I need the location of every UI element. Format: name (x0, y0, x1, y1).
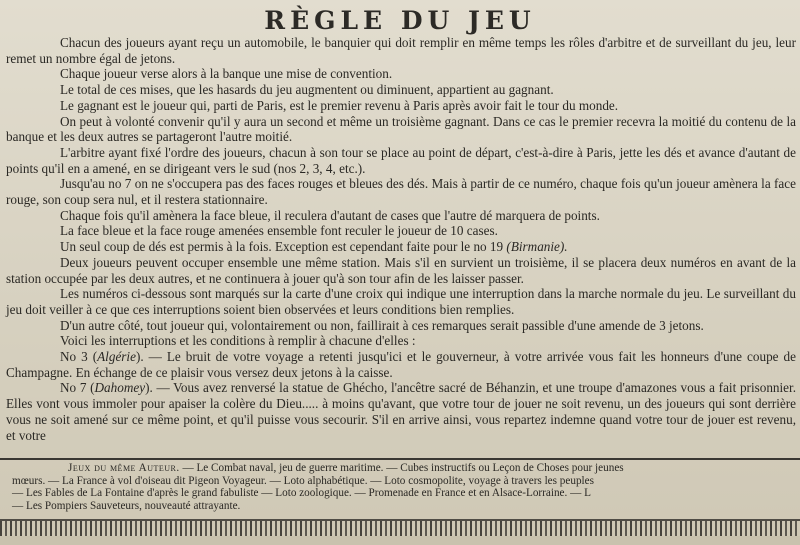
divider-line (0, 458, 800, 460)
paragraph-text: ). — Le bruit de votre voyage a retenti jusqu'ici et le gouverneur, à votre arrivée vous fait les honneurs d'une coupe de Champagne. En échange de ce plaisir vous versez deux jetons à la caisse. (6, 349, 796, 380)
page-title: RÈGLE DU JEU (264, 6, 536, 35)
paragraph: L'arbitre ayant fixé l'ordre des joueurs, chacun à son tour se place au point de départ, c'est-à-dire à Paris, jette les dés et avance d'autant de points qu'il en a amené, en se dirigeant vers le sud (nos 2, 3, 4, etc.). (6, 144, 796, 176)
paragraph: On peut à volonté convenir qu'il y aura un second et même un troisième gagnant. Dans ce cas le premier recevra la moitié du contenu de la banque et les deux autres se partageront l'autre moitié. (6, 113, 796, 145)
paragraph-text: No 7 ( (60, 380, 95, 396)
footer-line: — Les Pompiers Sauveteurs, nouveauté attrayante. (12, 499, 241, 512)
paragraph: Le total de ces mises, que les hasards du jeu augmentent ou diminuent, appartient au gagnant. (60, 82, 554, 98)
paragraph: Le gagnant est le joueur qui, parti de Paris, est le premier revenu à Paris après avoir fait le tour du monde. (60, 97, 619, 113)
paragraph (6, 380, 796, 443)
footer-line: mœurs. — La France à vol d'oiseau dit Pigeon Voyageur. — Loto alphabétique. — Loto cosmopolite, voyage à travers les peuples (12, 474, 594, 487)
footer-line (12, 462, 800, 475)
paragraph-text: Un seul coup de dés est permis à la fois. Exception est cependant faite pour le no 19 (60, 239, 504, 255)
footer-label: Jeux du même Auteur. (68, 462, 180, 474)
paragraph-text: ). — Vous avez renversé la statue de Ghécho, l'ancêtre sacré de Béhanzin, et une troupe d'amazones vous a fait prisonnier. Elles vont vous immoler pour apaiser la colère du Dieu..... à moins qu'avant, que votre tour de jouer ne soit revenu, un des joueurs qui sont derrière vous ne soit amené sur ce même point, et qu'il puisse vous secourir. S'il en arrive ainsi, vous repartez indemne quand votre tour de jouer est revenu, et votre (6, 380, 796, 443)
paragraph: D'un autre côté, tout joueur qui, volontairement ou non, faillirait à ces remarques serait passible d'une amende de 3 jetons. (60, 317, 704, 333)
paragraph: Chaque fois qu'il amènera la face bleue, il reculera d'autant de cases que l'autre dé marquera de points. (60, 207, 600, 223)
footer-text: — Le Combat naval, jeu de guerre maritime. — Cubes instructifs ou Leçon de Choses pour jeunes (179, 462, 624, 474)
paragraph (6, 349, 796, 380)
paragraph: Les numéros ci-dessous sont marqués sur la carte d'une croix qui indique une interruption dans la marche normale du jeu. Le surveillant du jeu doit veiller à ce que ces interruptions soient bien observées et leurs conditions bien remplies. (6, 286, 796, 317)
rules-text (6, 35, 796, 443)
bottom-edge (0, 536, 800, 545)
paragraph: Chaque joueur verse alors à la banque une mise de convention. (60, 66, 393, 82)
paragraph (6, 239, 796, 255)
paragraph: Deux joueurs peuvent occuper ensemble une même station. Mais s'il en survient un troisième, il se placera deux numéros en avant de la station occupée par les deux autres, et ne continuera à jouer qu'à son tour afin de les laisser passer. (6, 254, 796, 286)
footer-line: — Les Fables de La Fontaine d'après le grand fabuliste — Loto zoologique. — Promenade en France et en Alsace-Lorraine. — L (12, 487, 591, 500)
paragraph-text: No 3 ( (60, 349, 98, 365)
paragraph: Voici les interruptions et les conditions à remplir à chacune d'elles : (60, 333, 416, 349)
footer-other-games (0, 462, 800, 512)
paragraph: Chacun des joueurs ayant reçu un automobile, le banquier qui doit remplir en même temps les rôles d'arbitre et de surveillant du jeu, leur remet un nombre égal de jetons. (6, 35, 796, 66)
paragraph-italic: (Birmanie). (506, 239, 568, 255)
paragraph: Jusqu'au no 7 on ne s'occupera pas des faces rouges et bleues des dés. Mais à partir de ce numéro, chaque fois qu'un joueur amènera la face rouge, son coup sera nul, et il restera stationnaire. (6, 176, 796, 208)
paragraph: La face bleue et la face rouge amenées ensemble font reculer le joueur de 10 cases. (60, 223, 498, 239)
paragraph-italic: Algérie (97, 349, 136, 365)
paragraph-italic: Dahomey (94, 380, 146, 396)
